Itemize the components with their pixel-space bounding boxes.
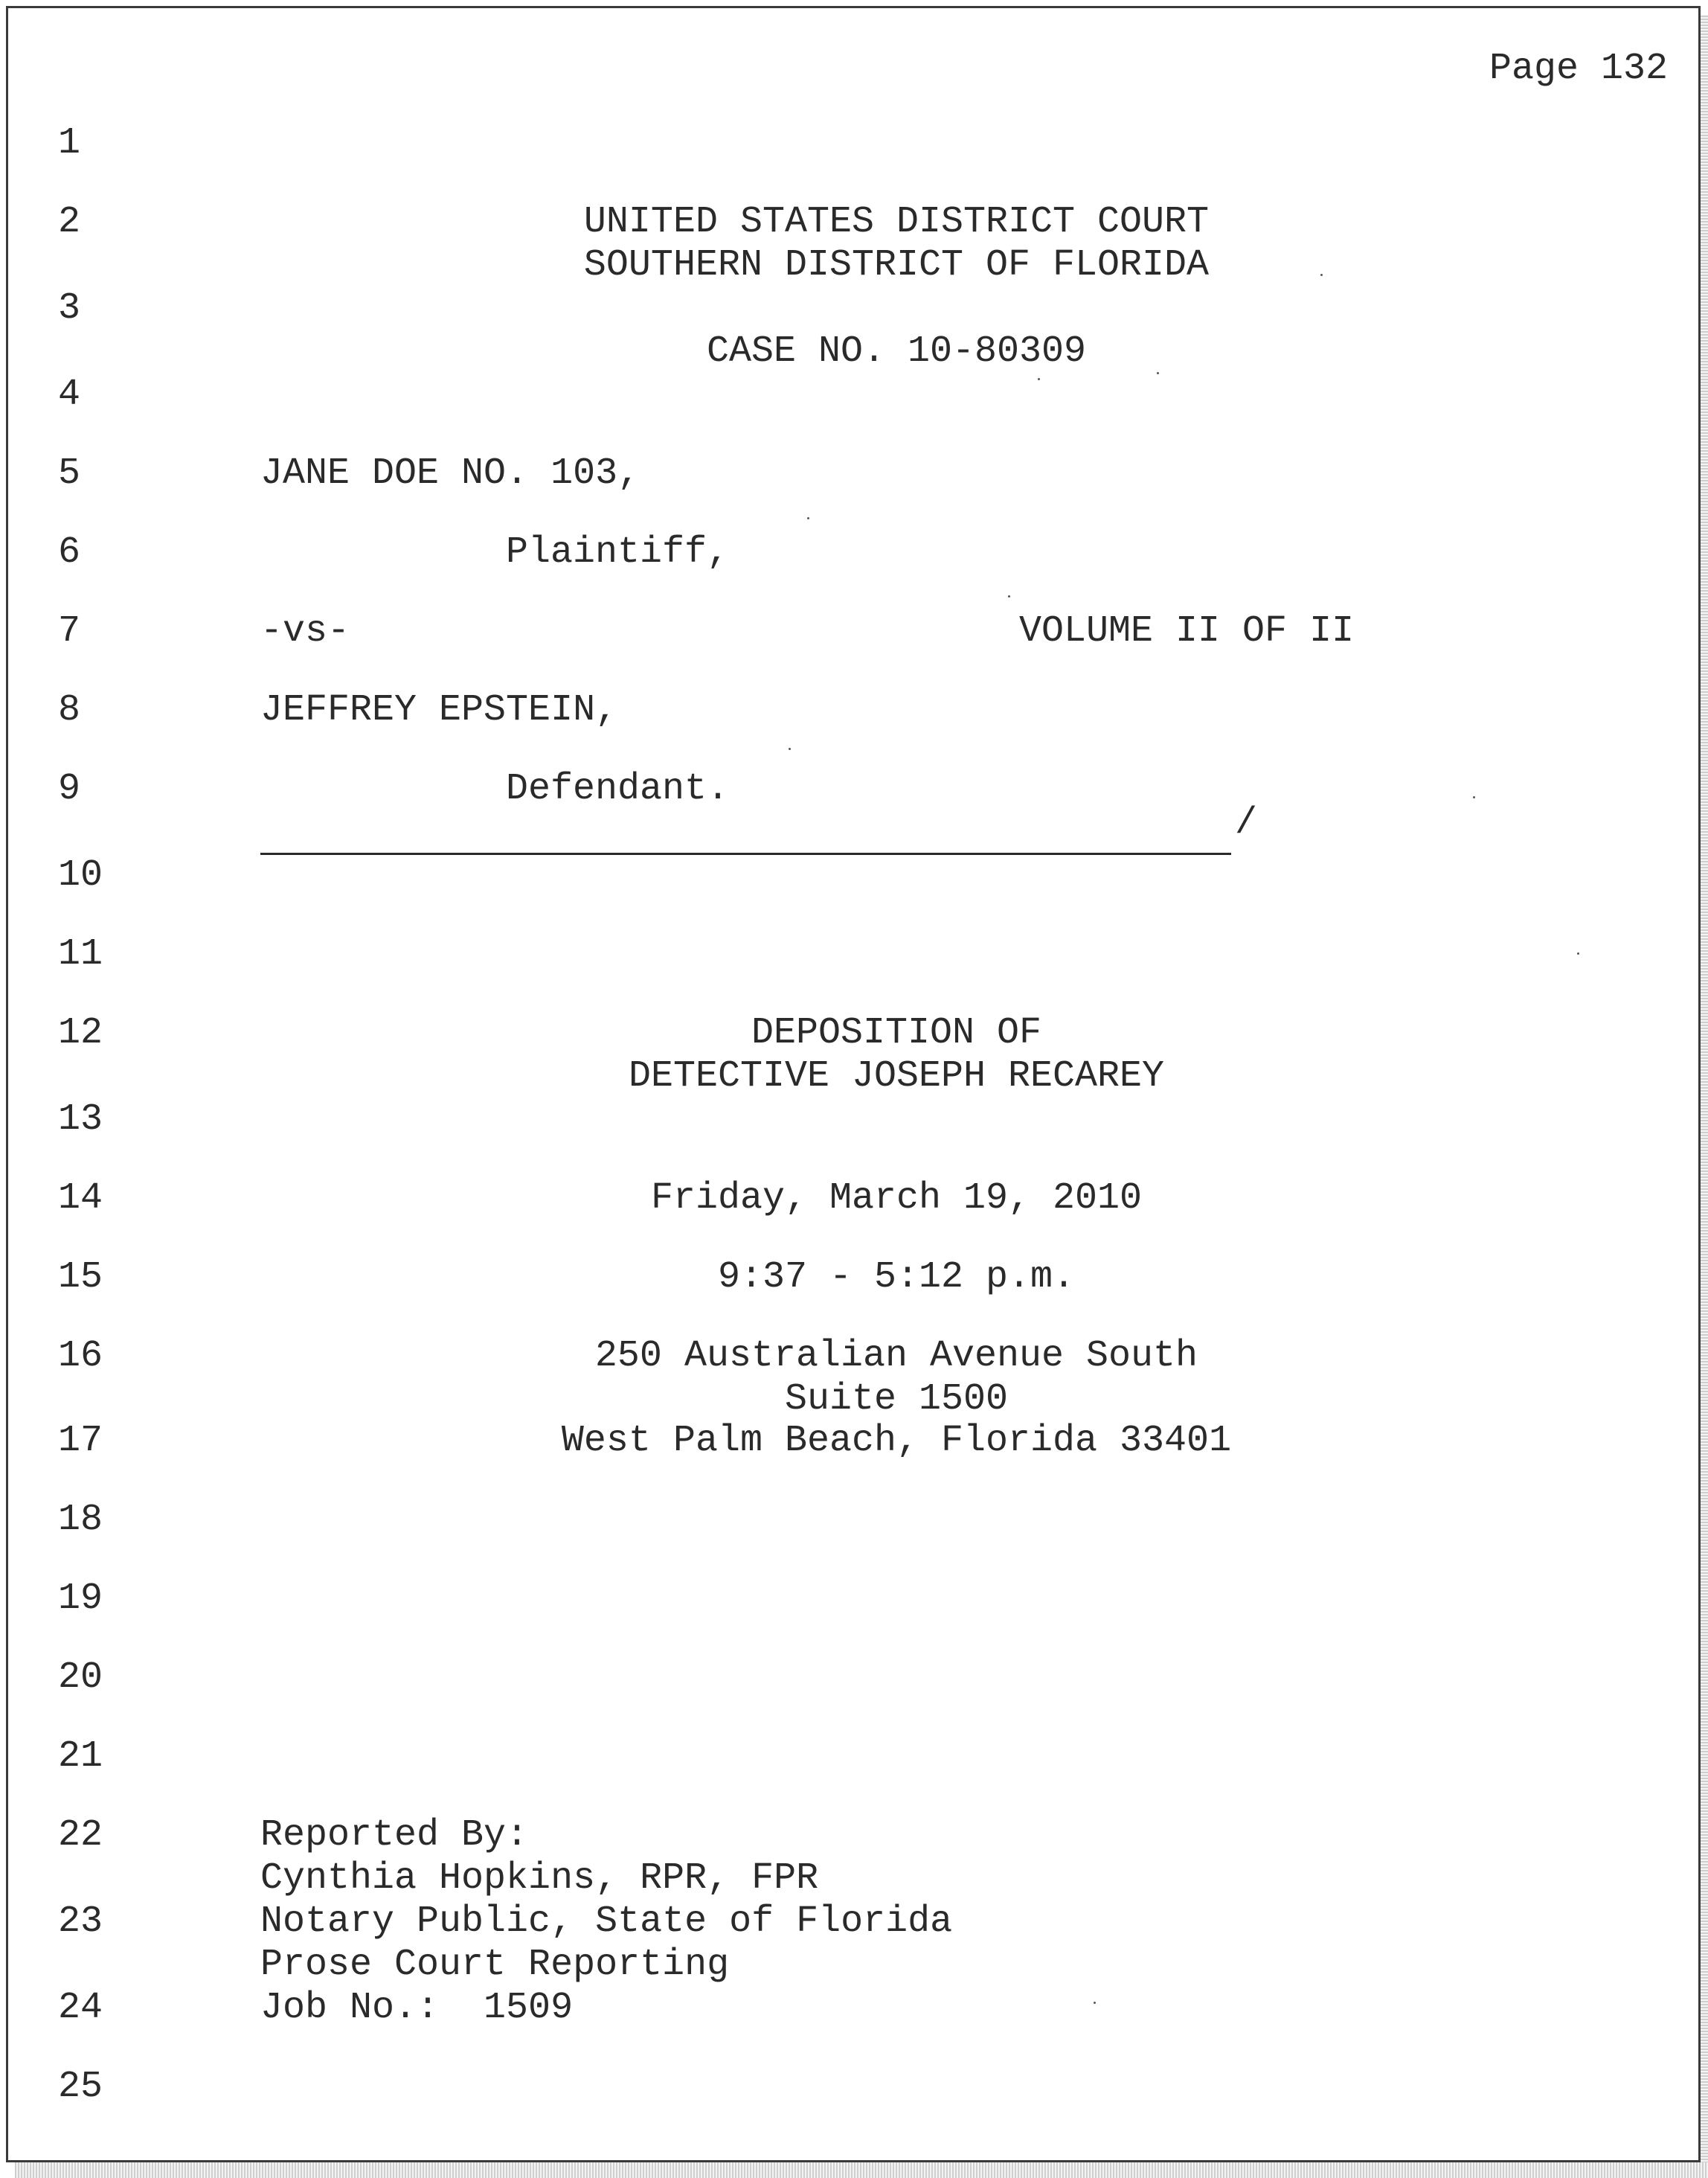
address-line-2: Suite 1500 [784,1378,1009,1420]
reporter-heading: Reported By: [260,1814,529,1857]
line-number: 22 [58,1814,103,1857]
address-line-1: 250 Australian Avenue South [594,1335,1198,1377]
line-number: 16 [58,1335,103,1377]
reporter-notary: Notary Public, State of Florida [260,1900,953,1943]
line-number: 24 [58,1987,103,2029]
scan-speck [1038,378,1040,380]
line-number: 9 [58,768,81,810]
line-number: 2 [58,201,81,243]
case-number: CASE NO. 10-80309 [706,330,1087,373]
line-number: 25 [58,2066,103,2108]
line-number: 7 [58,610,81,653]
line-number: 8 [58,689,81,731]
line-number: 13 [58,1098,103,1141]
line-number: 12 [58,1012,103,1054]
line-number: 5 [58,452,81,495]
page-shadow-bottom [15,2162,1708,2178]
line-number: 19 [58,1578,103,1620]
line-number: 4 [58,374,81,416]
address-line-3: West Palm Beach, Florida 33401 [561,1420,1232,1462]
caption-rule [260,853,1231,855]
reporter-company: Prose Court Reporting [260,1944,730,1986]
defendant-name: JEFFREY EPSTEIN, [260,689,618,731]
scan-speck [807,517,809,519]
line-number: 14 [58,1177,103,1220]
scan-speck [1008,595,1010,598]
plaintiff-name: JANE DOE NO. 103, [260,452,640,495]
deposition-time: 9:37 - 5:12 p.m. [717,1256,1076,1298]
deposition-title: DEPOSITION OF [751,1012,1042,1054]
line-number: 18 [58,1499,103,1541]
scan-speck [789,748,791,750]
plaintiff-role: Plaintiff, [506,531,730,574]
line-number: 3 [58,287,81,330]
line-number: 15 [58,1256,103,1298]
scan-speck [1320,274,1323,276]
defendant-role: Defendant. [506,768,730,810]
deposition-date: Friday, March 19, 2010 [650,1177,1143,1220]
deponent-name: DETECTIVE JOSEPH RECAREY [628,1055,1165,1098]
line-number: 1 [58,122,81,164]
line-number: 6 [58,531,81,574]
scan-speck [1157,372,1159,374]
scan-speck [1094,2002,1096,2004]
line-number: 11 [58,933,103,976]
court-district: SOUTHERN DISTRICT OF FLORIDA [583,244,1210,286]
line-number: 23 [58,1900,103,1943]
line-number: 21 [58,1735,103,1778]
scan-speck [1473,796,1475,798]
job-number: Job No.: 1509 [260,1987,574,2029]
line-number: 17 [58,1420,103,1462]
versus-label: -vs- [260,610,350,653]
volume-label: VOLUME II OF II [1019,610,1355,653]
scan-speck [1577,952,1579,955]
caption-end-slash: / [1235,802,1258,845]
page-number: Page 132 [1489,48,1668,90]
line-number: 10 [58,854,103,897]
reporter-name: Cynthia Hopkins, RPR, FPR [260,1857,819,1900]
line-number: 20 [58,1656,103,1699]
court-name: UNITED STATES DISTRICT COURT [583,201,1210,243]
